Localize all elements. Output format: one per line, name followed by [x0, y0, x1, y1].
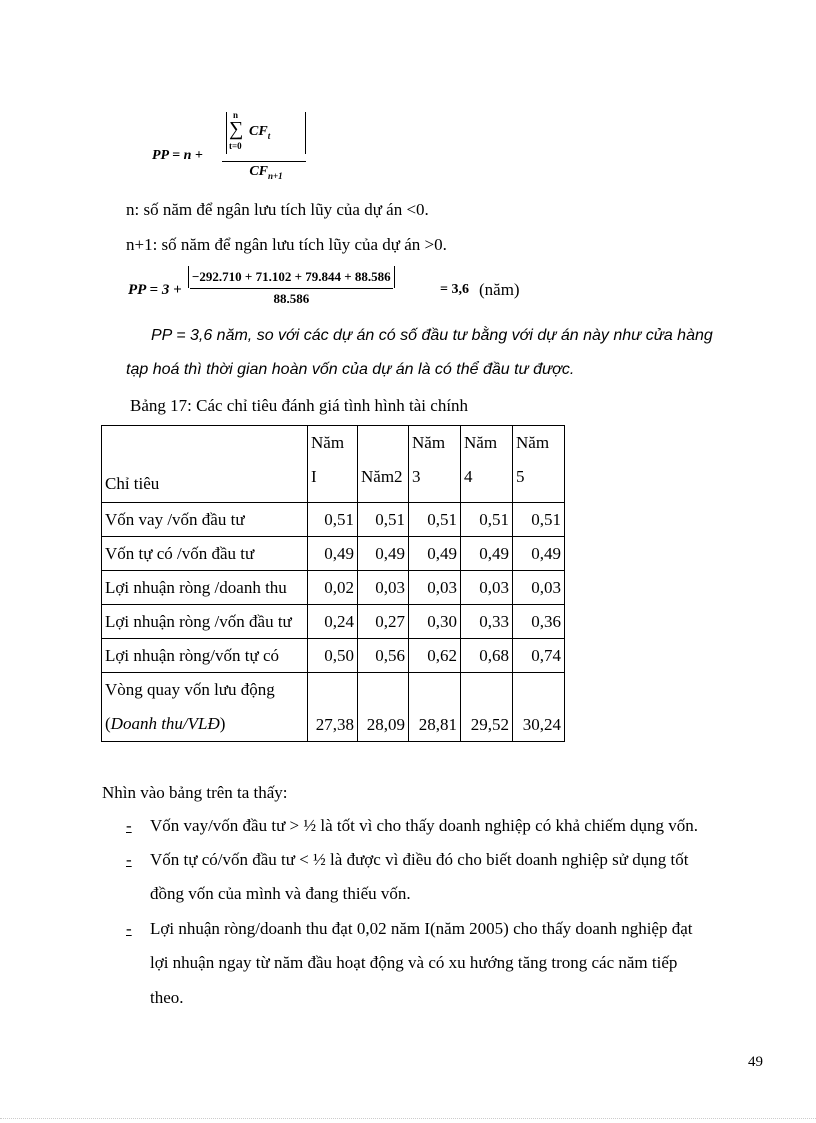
row-label: Lợi nhuận ròng /vốn đầu tư — [102, 605, 308, 639]
row-value: 0,03 — [513, 571, 565, 605]
header-year-cell: Năm 3 — [409, 426, 461, 503]
table-caption: Bảng 17: Các chỉ tiêu đánh giá tình hình tài chính — [130, 396, 469, 415]
table-header-row — [102, 426, 565, 503]
row-value: 0,49 — [461, 537, 513, 571]
row-value: 0,49 — [513, 537, 565, 571]
row-value: 0,51 — [461, 503, 513, 537]
bullet-continuation: lợi nhuận ngay từ năm đầu hoạt động và có xu hướng tăng trong các năm tiếp — [150, 953, 678, 972]
table-row — [102, 537, 565, 571]
bullet-continuation: theo. — [150, 988, 184, 1007]
row-value: 0,51 — [358, 503, 409, 537]
formula-abs-numerator: n ∑ t=0 $CF_t$ — [226, 112, 306, 154]
page-number: 49 — [748, 1054, 763, 1070]
row-label: Vốn tự có /vốn đầu tư — [102, 537, 308, 571]
row-value: 0,03 — [409, 571, 461, 605]
row-value: 0,03 — [358, 571, 409, 605]
row-value: 0,27 — [358, 605, 409, 639]
row-label: Vốn vay /vốn đầu tư — [102, 503, 308, 537]
bullet-item: - Vốn vay/vốn đầu tư > ½ là tốt vì cho thấy doanh nghiệp có khả chiếm dụng vốn. — [126, 816, 699, 835]
definition-n1: n+1: số năm để ngân lưu tích lũy của dự án >0. — [126, 235, 447, 254]
row-value: 28,09 — [358, 673, 409, 742]
header-year-cell: Năm I — [308, 426, 358, 503]
row-value: 0,56 — [358, 639, 409, 673]
row-value: 0,68 — [461, 639, 513, 673]
row-value: 0,50 — [308, 639, 358, 673]
italic-paragraph-line2: tạp hoá thì thời gian hoàn vốn của dự án là có thể đầu tư được. — [126, 361, 575, 378]
formula-lhs: PP = n + — [152, 148, 203, 163]
definition-n: n: số năm để ngân lưu tích lũy của dự án <0. — [126, 200, 429, 219]
page-bottom-divider — [0, 1118, 816, 1119]
observation-heading: Nhìn vào bảng trên ta thấy: — [102, 783, 288, 802]
row-value: 0,51 — [409, 503, 461, 537]
row-value: 30,24 — [513, 673, 565, 742]
header-year-cell: Năm 5 — [513, 426, 565, 503]
italic-paragraph-line1: PP = 3,6 năm, so với các dự án có số đầu tư bằng với dự án này như cửa hàng — [151, 327, 713, 344]
row-value: 29,52 — [461, 673, 513, 742]
table-row — [102, 503, 565, 537]
row-value: 0,51 — [308, 503, 358, 537]
row-label: Lợi nhuận ròng/vốn tự có — [102, 639, 308, 673]
row-value: 0,30 — [409, 605, 461, 639]
table-row — [102, 571, 565, 605]
row-value: 27,38 — [308, 673, 358, 742]
bullet-item: - Lợi nhuận ròng/doanh thu đạt 0,02 năm I(năm 2005) cho thấy doanh nghiệp đạt — [126, 919, 693, 938]
row-value: 0,36 — [513, 605, 565, 639]
financial-indicators-table — [101, 425, 565, 742]
row-value: 0,49 — [409, 537, 461, 571]
row-value: 0,02 — [308, 571, 358, 605]
row-label: Vòng quay vốn lưu động (Doanh thu/VLĐ) — [102, 673, 308, 742]
row-value: 28,81 — [409, 673, 461, 742]
header-year-cell: Năm 4 — [461, 426, 513, 503]
row-value: 0,24 — [308, 605, 358, 639]
row-label: Lợi nhuận ròng /doanh thu — [102, 571, 308, 605]
table-row — [102, 639, 565, 673]
sigma-symbol: ∑ — [229, 118, 244, 140]
row-value: 0,74 — [513, 639, 565, 673]
table-row — [102, 673, 565, 742]
row-value: 0,03 — [461, 571, 513, 605]
row-value: 0,62 — [409, 639, 461, 673]
table-row — [102, 605, 565, 639]
bullet-item: - Vốn tự có/vốn đầu tư < ½ là được vì điều đó cho biết doanh nghiệp sử dụng tốt — [126, 850, 689, 869]
bullet-continuation: đồng vốn của mình và đang thiếu vốn. — [150, 884, 411, 903]
calc-fraction: −292.710 + 71.102 + 79.844 + 88.586 88.586 — [188, 266, 395, 309]
row-value: 0,49 — [358, 537, 409, 571]
header-label-cell: Chỉ tiêu — [102, 426, 308, 503]
header-year-cell: Năm2 — [358, 426, 409, 503]
row-value: 0,51 — [513, 503, 565, 537]
row-value: 0,33 — [461, 605, 513, 639]
formula-fraction: n ∑ t=0 $CF_t$ $CF_{n+1}$ — [218, 112, 314, 181]
row-value: 0,49 — [308, 537, 358, 571]
